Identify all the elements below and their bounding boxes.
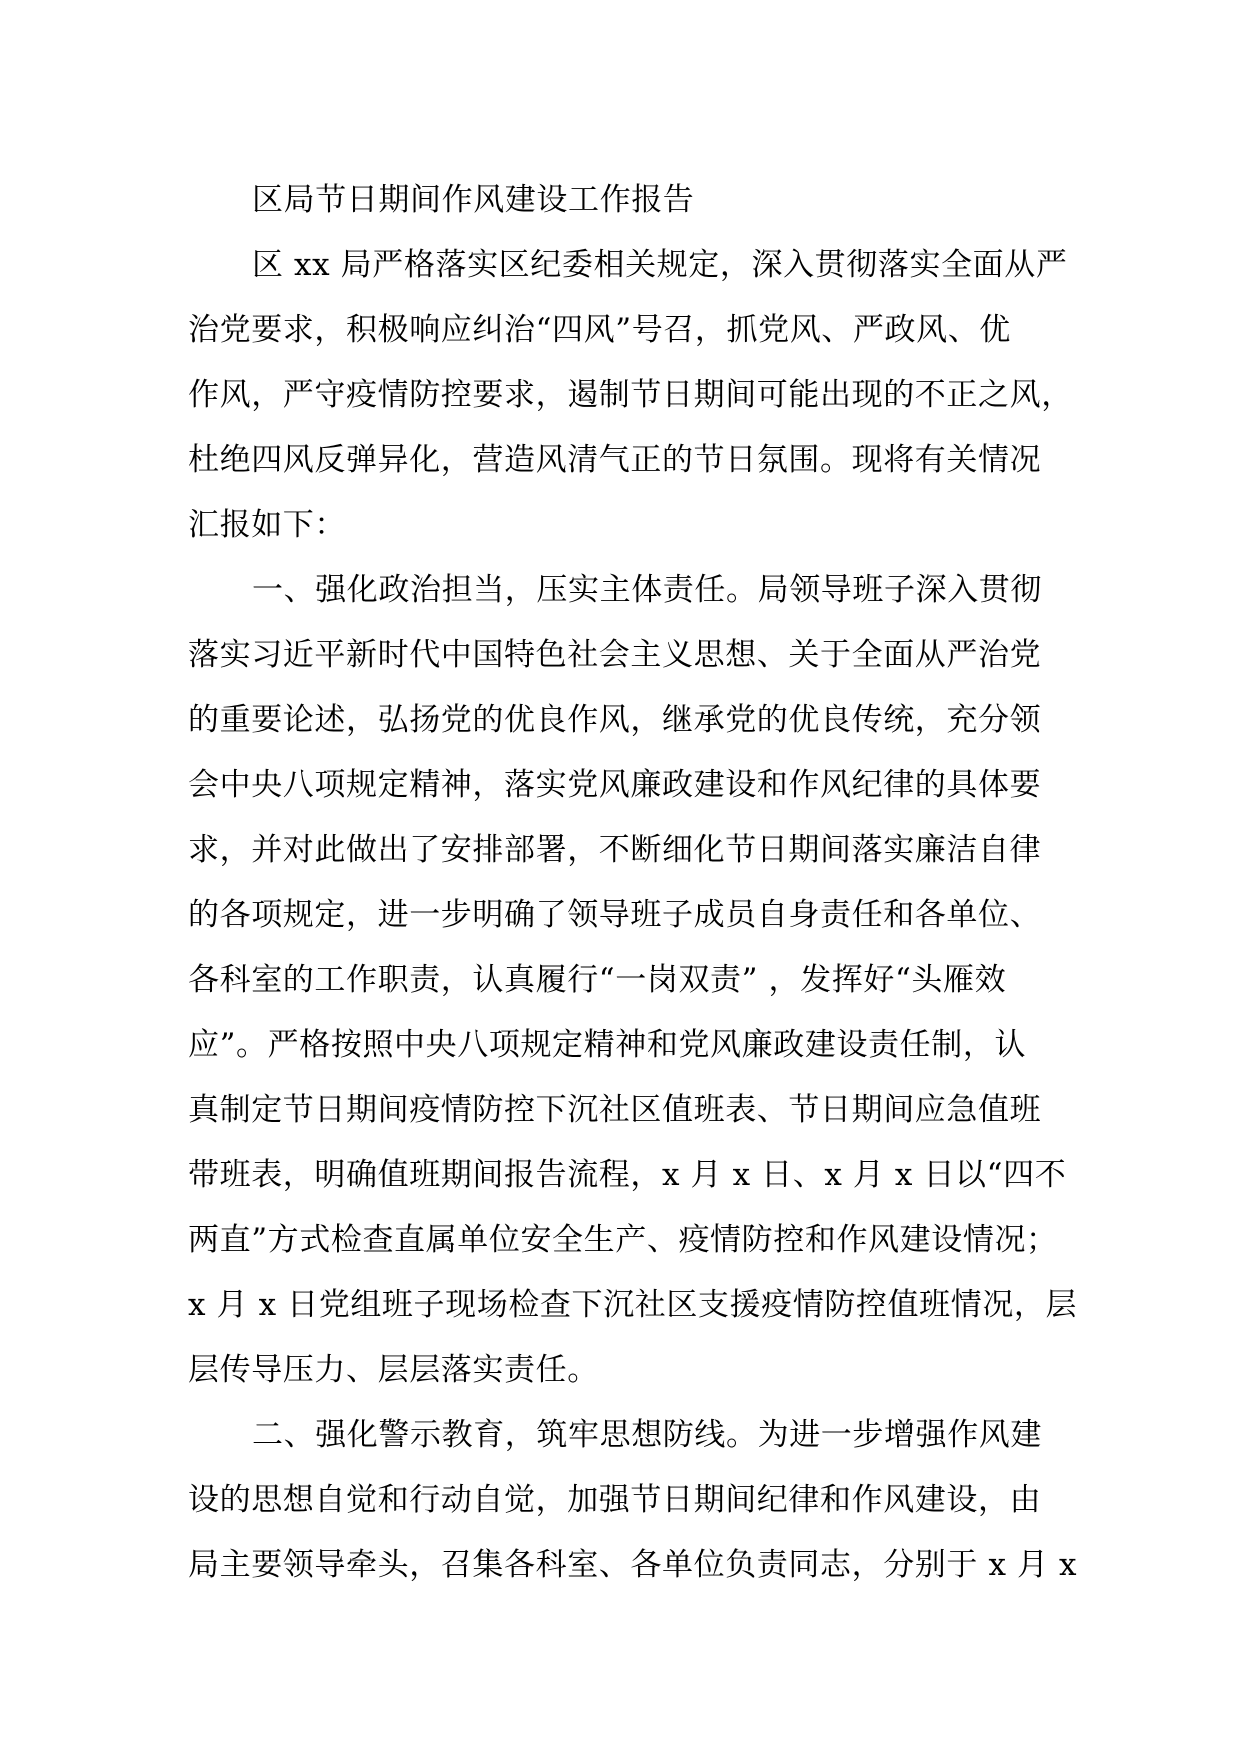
paragraph-line: 落实习近平新时代中国特色社会主义思想、关于全面从严治党	[188, 637, 1042, 673]
document-title: 区局节日期间作风建设工作报告	[252, 182, 695, 218]
paragraph-line: 设的思想自觉和行动自觉，加强节日期间纪律和作风建设，由	[188, 1482, 1042, 1518]
paragraph-line: 求，并对此做出了安排部署，不断细化节日期间落实廉洁自律	[188, 832, 1042, 868]
paragraph-intro	[188, 233, 1073, 558]
paragraph-section-1	[188, 558, 1078, 1403]
paragraph-line: 带班表，明确值班期间报告流程，x 月 x 日、x 月 x 日以“四不	[188, 1157, 1067, 1193]
paragraph-line: 汇报如下：	[188, 507, 346, 543]
paragraph-line: 杜绝四风反弹异化，营造风清气正的节日氛围。现将有关情况	[188, 442, 1042, 478]
paragraph-line: 作风，严守疫情防控要求，遏制节日期间可能出现的不正之风，	[188, 377, 1073, 413]
paragraph-line: 的重要论述，弘扬党的优良作风，继承党的优良传统，充分领	[188, 702, 1042, 738]
paragraph-line: 的各项规定，进一步明确了领导班子成员自身责任和各单位、	[188, 897, 1042, 933]
paragraph-line: 局主要领导牵头，召集各科室、各单位负责同志，分别于 x 月 x	[188, 1547, 1078, 1583]
paragraph-line: 二、强化警示教育，筑牢思想防线。为进一步增强作风建	[252, 1417, 1042, 1453]
paragraph-line: 各科室的工作职责，认真履行“一岗双责” ，发挥好“头雁效	[188, 962, 1007, 998]
paragraph-line: 一、强化政治担当，压实主体责任。局领导班子深入贯彻	[252, 572, 1042, 608]
paragraph-line: 真制定节日期间疫情防控下沉社区值班表、节日期间应急值班	[188, 1092, 1042, 1128]
paragraph-line: 两直”方式检查直属单位安全生产、疫情防控和作风建设情况；	[188, 1222, 1058, 1258]
paragraph-line: 区 xx 局严格落实区纪委相关规定，深入贯彻落实全面从严	[252, 247, 1068, 283]
paragraph-line: 治党要求，积极响应纠治“四风”号召，抓党风、严政风、优	[188, 312, 1011, 348]
paragraph-section-2	[188, 1403, 1078, 1598]
paragraph-line: 会中央八项规定精神，落实党风廉政建设和作风纪律的具体要	[188, 767, 1042, 803]
paragraph-line: 层传导压力、层层落实责任。	[188, 1352, 599, 1388]
paragraph-line: x 月 x 日党组班子现场检查下沉社区支援疫情防控值班情况，层	[188, 1287, 1078, 1323]
document-body	[188, 168, 1078, 1598]
paragraph-line: 应”。严格按照中央八项规定精神和党风廉政建设责任制，认	[188, 1027, 1027, 1063]
